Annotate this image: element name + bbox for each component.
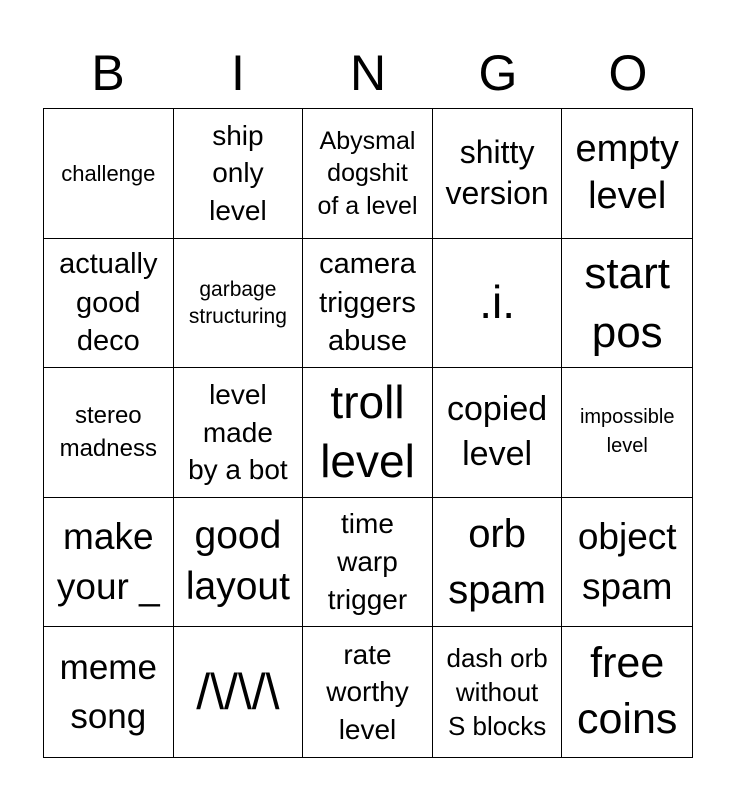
bingo-cell[interactable] <box>174 239 304 369</box>
bingo-cell-text: meme song <box>59 648 157 737</box>
bingo-cell-text: challenge <box>61 160 156 186</box>
bingo-cell[interactable] <box>433 368 563 498</box>
bingo-header <box>43 38 693 108</box>
header-letter-b: B <box>91 45 125 101</box>
bingo-cell[interactable] <box>303 109 433 239</box>
bingo-cell-text: Abysmal dogshit of a level <box>317 126 418 220</box>
bingo-cell-text: orb spam <box>448 512 546 613</box>
header-letter-g: G <box>478 45 518 101</box>
bingo-cell[interactable] <box>174 109 304 239</box>
bingo-cell-text: /\/\/\ <box>196 664 280 721</box>
bingo-cell[interactable] <box>303 239 433 369</box>
bingo-cell-text: copied level <box>446 389 548 474</box>
bingo-cell[interactable] <box>44 627 174 757</box>
bingo-cell[interactable] <box>44 498 174 628</box>
bingo-cell-text: dash orb without S blocks <box>446 642 548 742</box>
bingo-cell-text: .i. <box>479 276 515 329</box>
bingo-grid <box>43 108 693 758</box>
bingo-cell[interactable] <box>433 239 563 369</box>
header-letter-o: O <box>608 45 648 101</box>
bingo-cell-text: make your _ <box>56 516 160 608</box>
bingo-cell[interactable] <box>303 498 433 628</box>
bingo-cell-text: ship only level <box>209 119 267 227</box>
header-letter-i: I <box>231 45 245 101</box>
bingo-cell[interactable] <box>562 109 692 239</box>
bingo-cell[interactable] <box>174 498 304 628</box>
bingo-cell[interactable] <box>303 368 433 498</box>
bingo-cell[interactable] <box>44 109 174 239</box>
bingo-cell[interactable] <box>174 627 304 757</box>
bingo-cell-text: stereo madness <box>59 401 157 463</box>
bingo-cell[interactable] <box>174 368 304 498</box>
bingo-cell[interactable] <box>433 109 563 239</box>
bingo-cell-text: rate worthy level <box>326 638 409 746</box>
bingo-cell-text: troll level <box>320 375 415 488</box>
bingo-cell[interactable] <box>562 627 692 757</box>
bingo-cell[interactable] <box>44 368 174 498</box>
bingo-cell-text: empty level <box>575 127 679 218</box>
bingo-cell[interactable] <box>433 627 563 757</box>
bingo-cell-text: garbage structuring <box>188 277 287 328</box>
bingo-cell-text: object spam <box>577 516 677 608</box>
bingo-cell-text: good layout <box>185 514 290 609</box>
bingo-cell-text: level made by a bot <box>188 378 288 486</box>
bingo-cell-text: actually good deco <box>59 248 158 358</box>
bingo-cell[interactable] <box>433 498 563 628</box>
bingo-cell[interactable] <box>562 368 692 498</box>
bingo-cell-text: time warp trigger <box>327 508 408 615</box>
bingo-cell-text: impossible level <box>579 406 675 458</box>
bingo-cell-text: free coins <box>577 639 678 744</box>
bingo-cell[interactable] <box>562 498 692 628</box>
bingo-cell-text: camera triggers abuse <box>319 248 416 358</box>
bingo-cell[interactable] <box>44 239 174 369</box>
bingo-cell[interactable] <box>562 239 692 369</box>
bingo-cell[interactable] <box>303 627 433 757</box>
bingo-cell-text: start pos <box>584 248 670 357</box>
header-letter-n: N <box>349 45 387 101</box>
bingo-cell-text: shitty version <box>445 133 549 212</box>
